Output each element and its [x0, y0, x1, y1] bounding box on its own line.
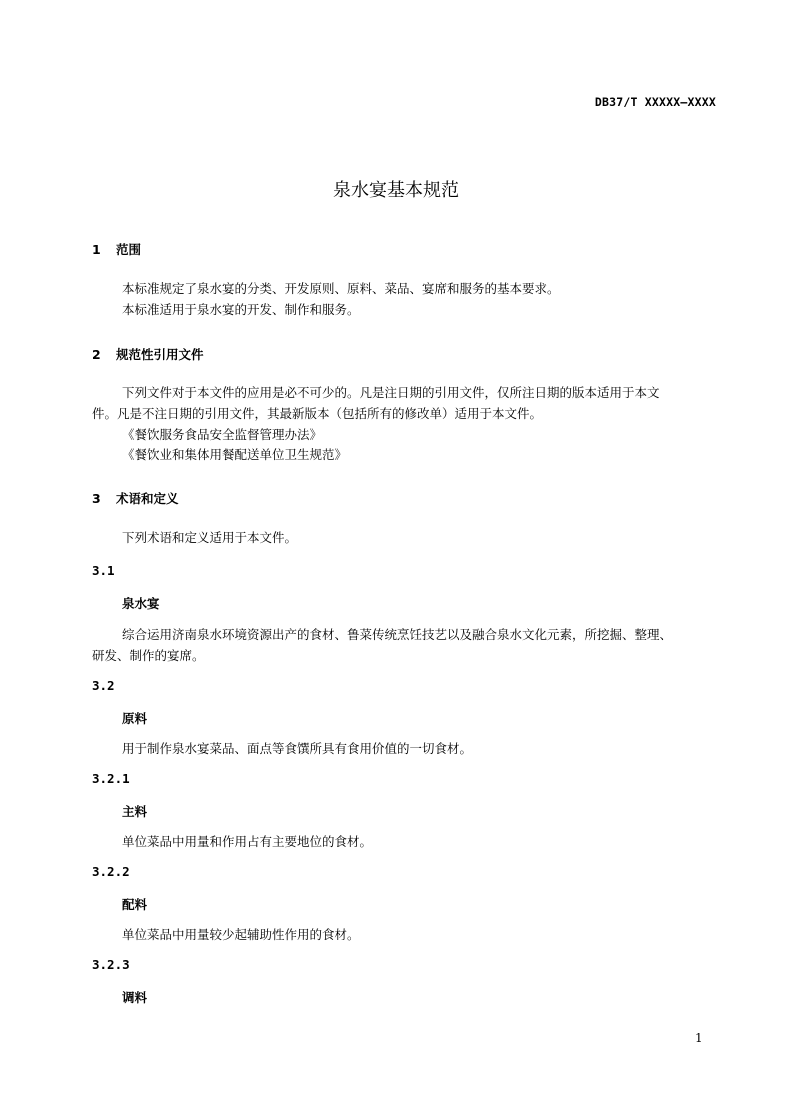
document-code: DB37/T XXXXX—XXXX: [594, 95, 716, 109]
scope-paragraph-2: 本标准适用于泉水宴的开发、制作和服务。: [122, 302, 360, 317]
reference-item-1: 《餐饮服务食品安全监督管理办法》: [122, 427, 323, 442]
references-paragraph-line-1: 下列文件对于本文件的应用是必不可少的。凡是注日期的引用文件，仅所注日期的版本适用于本文: [122, 385, 660, 400]
term-number: 3.2: [92, 678, 115, 693]
section-title: 范围: [116, 242, 142, 257]
term-title: 泉水宴: [122, 596, 160, 611]
section-title: 规范性引用文件: [116, 347, 204, 362]
section-number: 1: [92, 242, 101, 257]
section-heading-terms: [92, 489, 179, 507]
section-number: 2: [92, 347, 101, 362]
term-title: 调料: [122, 990, 148, 1005]
section-title: 术语和定义: [116, 491, 179, 506]
term-definition-line-1: 用于制作泉水宴菜品、面点等食馔所具有食用价值的一切食材。: [122, 741, 473, 756]
reference-item-2: 《餐饮业和集体用餐配送单位卫生规范》: [122, 447, 348, 462]
term-title: 原料: [122, 711, 148, 726]
term-definition-line-2: 研发、制作的宴席。: [92, 648, 205, 663]
term-number: 3.2.3: [92, 957, 130, 972]
term-definition-line-1: 单位菜品中用量较少起辅助性作用的食材。: [122, 927, 360, 942]
term-title: 配料: [122, 897, 148, 912]
term-definition-line-1: 综合运用济南泉水环境资源出产的食材、鲁菜传统烹饪技艺以及融合泉水文化元素，所挖掘、整理、: [122, 627, 673, 642]
term-definition-line-1: 单位菜品中用量和作用占有主要地位的食材。: [122, 834, 373, 849]
term-number: 3.2.2: [92, 864, 130, 879]
term-number: 3.2.1: [92, 771, 130, 786]
references-paragraph-line-2: 件。凡是不注日期的引用文件，其最新版本（包括所有的修改单）适用于本文件。: [92, 406, 543, 421]
terms-intro: 下列术语和定义适用于本文件。: [122, 530, 298, 545]
section-heading-scope: [92, 240, 141, 258]
page-number: 1: [695, 1031, 703, 1045]
term-title: 主料: [122, 804, 148, 819]
section-number: 3: [92, 491, 101, 506]
term-number: 3.1: [92, 563, 115, 578]
section-heading-normative-references: [92, 345, 204, 363]
page-title: 泉水宴基本规范: [333, 180, 459, 201]
scope-paragraph-1: 本标准规定了泉水宴的分类、开发原则、原料、菜品、宴席和服务的基本要求。: [122, 281, 560, 296]
